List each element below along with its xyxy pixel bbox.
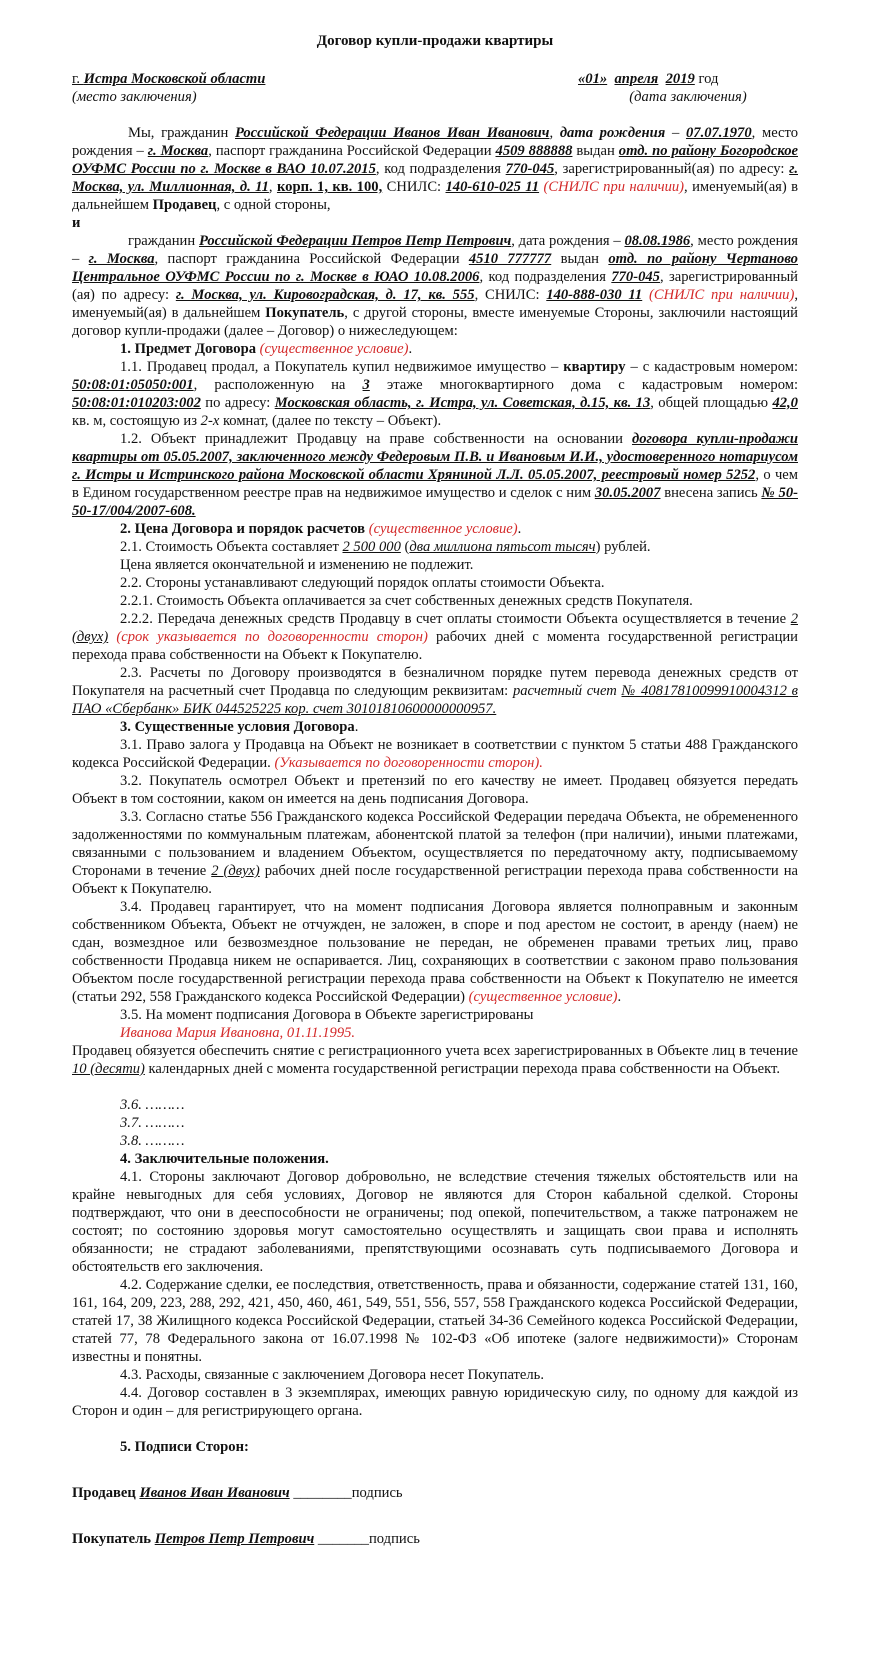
clause-3-5-obligation: Продавец обязуется обеспечить снятие с регистрационного учета всех зарегистрированных в Объекте лиц в течение 10 (десяти) календарных дней с момента государственной регистрации перехода права собственности на Объект.	[72, 1043, 798, 1077]
seller-paragraph: Мы, гражданин Российской Федерации Иванов Иван Иванович, дата рождения – 07.07.1970, место рождения – г. Москва, паспорт гражданина Российской Федерации 4509 888888 выдан отд. по району Богородское ОУФМС России по г. Москве в ВАО 10.07.2015, код подразделения 770-045, зарегистрированный(ая) по адресу: г. Москва, ул. Миллионная, д. 11, корп. 1, кв. 100, СНИЛС: 140-610-025 11 (СНИЛС при наличии), именуемый(ая) в дальнейшем Продавец, с одной стороны,	[72, 125, 799, 213]
section-1-heading: 1. Предмет Договора (существенное условие).	[120, 341, 413, 357]
section-2-heading: 2. Цена Договора и порядок расчетов (существенное условие).	[120, 521, 522, 537]
seller-snils: 140-610-025 11	[445, 179, 540, 195]
date-day: 01	[585, 71, 600, 87]
seller-dob: 07.07.1970	[685, 125, 752, 141]
header-row	[72, 70, 798, 88]
buyer-passport: 4510 777777	[468, 251, 552, 267]
buyer-role: Покупатель	[265, 305, 345, 321]
buyer-dob: 08.08.1986	[624, 233, 691, 249]
date-month: апреля	[614, 71, 659, 87]
spacer	[72, 1456, 798, 1484]
clause-3-3: 3.3. Согласно статье 556 Гражданского кодекса Российской Федерации передача Объекта, не обремененного задолженностями по коммунальным платежам, абонентской платой за телефон (при наличии), иными платежами, связанными с пользованием и владением Объектом, осуществляется по передаточному акту, подписываемому Сторонами в течение 2 (двух) рабочих дней после государственной регистрации перехода права собственности на Объект к Покупателю.	[72, 809, 798, 897]
clause-4-1: 4.1. Стороны заключают Договор добровольно, не вследствие стечения тяжелых обстоятельств или на крайне невыгодных для себя условиях, Договор не являются для Сторон кабальной сделкой. Стороны подтверждают, что они в дееспособности не ограничены; под опекой, попечительством, а также патронажем не состоят; по состоянию здоровья могут самостоятельно осуществлять и защищать свои права и исполнять обязанности; не страдают заболеваниями, препятствующими осознавать суть подписываемого Договора и обстоятельств его заключения.	[72, 1169, 798, 1275]
clause-2-2-1: 2.2.1. Стоимость Объекта оплачивается за счет собственных денежных средств Покупателя.	[120, 593, 693, 609]
clause-4-4: 4.4. Договор составлен в 3 экземплярах, имеющих равную юридическую силу, по одному для каждой из Сторон и один – для регистрирующего органа.	[72, 1385, 798, 1419]
spacer	[72, 1078, 798, 1096]
seller-name: Российской Федерации Иванов Иван Иванович	[235, 125, 550, 141]
clause-4-2: 4.2. Содержание сделки, ее последствия, ответственность, права и обязанности, содержание статей 131, 160, 161, 164, 209, 223, 288, 292, 421, 450, 460, 461, 549, 551, 556, 557, 558 Гражданского кодекса Российской Федерации, статей 17, 38 Жилищного кодекса Российской Федерации, статьей 34-36 Семейного кодекса Российской Федерации, статей 77, 78 Федерального закона от 16.07.1998 № 102-ФЗ «Об ипотеке (залоге недвижимости)» Сторонам известны и понятны.	[72, 1277, 798, 1365]
clause-3-5: 3.5. На момент подписания Договора в Объекте зарегистрированы	[120, 1007, 534, 1023]
seller-passport: 4509 888888	[495, 143, 573, 159]
seller-role: Продавец	[152, 197, 217, 213]
clause-2-2-2: 2.2.2. Передача денежных средств Продавцу в счет оплаты стоимости Объекта осуществляется в течение 2 (двух) (срок указывается по договоренности сторон) рабочих дней с момента государственной регистрации перехода права собственности на Объект к Покупателю.	[72, 611, 798, 663]
date-year: 2019	[665, 71, 695, 87]
registered-person: Иванова Мария Ивановна, 01.11.1995.	[120, 1025, 356, 1041]
clause-3-4: 3.4. Продавец гарантирует, что на момент подписания Договора является полноправным и законным собственником Объекта, Объект не отчужден, не заложен, в споре и под арестом не состоит, в аренду (наем) не сдан, возмездное или безвозмездное пользование не передан, не обременен правами третьих лиц, право собственности Продавца никем не оспаривается. Лиц, сохраняющих в соответствии с законом право пользования Объектом после государственной регистрации перехода права собственности на Объект к Покупателю не имеется (статьи 292, 558 Гражданского кодекса Российской Федерации) (существенное условие).	[72, 899, 798, 1005]
buyer-snils: 140-888-030 11	[546, 287, 643, 303]
section-4-heading: 4. Заключительные положения.	[120, 1151, 329, 1167]
date-caption: (дата заключения)	[629, 89, 747, 105]
clause-2-2: 2.2. Стороны устанавливают следующий порядок оплаты стоимости Объекта.	[120, 575, 605, 591]
place-caption: (место заключения)	[72, 89, 197, 105]
section-3-heading: 3. Существенные условия Договора.	[120, 719, 359, 735]
header-captions	[72, 88, 798, 106]
clause-3-2: 3.2. Покупатель осмотрел Объект и претензий по его качеству не имеет. Продавец обязуется передать Объект в том состоянии, каком он имеется на день подписания Договора.	[72, 773, 798, 807]
seller-signature-line: Продавец Иванов Иван Иванович ________подпись	[72, 1485, 403, 1501]
seller-address: г. Москва, ул. Миллионная, д. 11	[72, 161, 798, 195]
spacer	[72, 1502, 798, 1530]
clause-3-7: 3.7. ………	[120, 1115, 185, 1131]
clause-3-8: 3.8. ………	[120, 1133, 185, 1149]
buyer-signature-line: Покупатель Петров Петр Петрович _______подпись	[72, 1531, 420, 1547]
section-5-heading: 5. Подписи Сторон:	[120, 1439, 249, 1455]
place-of-signing: г. Истра Московской области	[72, 71, 266, 87]
seller-signature-name: Иванов Иван Иванович	[139, 1485, 290, 1501]
clause-1-1: 1.1. Продавец продал, а Покупатель купил недвижимое имущество – квартиру – с кадастровым номером: 50:08:01:05050:001, расположенную на 3 этаже многоквартирного дома с кадастровым номером: 50:08:01:010203:002 по адресу: Московская область, г. Истра, ул. Советская, д.15, кв. 13, общей площадью 42,0 кв. м, состоящую из 2-х комнат, (далее по тексту – Объект).	[72, 359, 799, 429]
document-title: Договор купли-продажи квартиры	[316, 33, 554, 49]
clause-3-6: 3.6. ………	[120, 1097, 185, 1113]
clause-2-1: 2.1. Стоимость Объекта составляет 2 500 000 (два миллиона пятьсот тысяч) рублей.	[120, 539, 651, 555]
and-conjunction: и	[72, 215, 81, 231]
clause-1-2: 1.2. Объект принадлежит Продавцу на праве собственности на основании договора купли-продажи квартиры от 05.05.2007, заключенного между Федеровым П.В. и Ивановым И.И., удостоверенного нотариусом г. Истры и Истринского района Московской области Хряниной Л.Л. 05.05.2007, реестровый номер 5252, о чем в Едином государственном реестре прав на недвижимое имущество и сделок с ним 30.05.2007 внесена запись № 50-50-17/004/2007-608.	[72, 431, 798, 519]
clause-2-3: 2.3. Расчеты по Договору производятся в безналичном порядке путем перевода денежных средств от Покупателя на расчетный счет Продавца по следующим реквизитам: расчетный счет № 40817810099910004312 в ПАО «Сбербанк» БИК 044525225 кор. счет 30101810600000000957.	[72, 665, 798, 717]
clause-4-3: 4.3. Расходы, связанные с заключением Договора несет Покупатель.	[120, 1367, 544, 1383]
buyer-address: г. Москва, ул. Кировоградская, д. 17, кв. 555	[175, 287, 475, 303]
buyer-name: Российской Федерации Петров Петр Петрович	[198, 233, 512, 249]
clause-3-1: 3.1. Право залога у Продавца на Объект не возникает в соответствии с пунктом 5 статьи 488 Гражданского кодекса Российской Федерации. (Указывается по договоренности сторон).	[72, 737, 798, 771]
date-of-signing: «01» апреля 2019 год	[578, 71, 719, 87]
clause-2-1-price-final: Цена является окончательной и изменению не подлежит.	[120, 557, 474, 573]
spacer	[72, 1420, 798, 1438]
buyer-signature-name: Петров Петр Петрович	[154, 1531, 315, 1547]
place-value: Истра Московской области	[83, 71, 266, 87]
buyer-paragraph: гражданин Российской Федерации Петров Петр Петрович, дата рождения – 08.08.1986, место рождения – г. Москва, паспорт гражданина Российской Федерации 4510 777777 выдан отд. по району Чертаново Центральное ОУФМС России по г. Москве в ЮАО 10.08.2006, код подразделения 770-045, зарегистрированный (ая) по адресу: г. Москва, ул. Кировоградская, д. 17, кв. 555, СНИЛС: 140-888-030 11 (СНИЛС при наличии), именуемый(ая) в дальнейшем Покупатель, с другой стороны, вместе именуемые Стороны, заключили настоящий договор купли-продажи (далее – Договор) о нижеследующем:	[72, 233, 798, 339]
bank-details: № 40817810099910004312 в ПАО «Сбербанк» БИК 044525225 кор. счет 30101810600000000957.	[72, 683, 798, 717]
